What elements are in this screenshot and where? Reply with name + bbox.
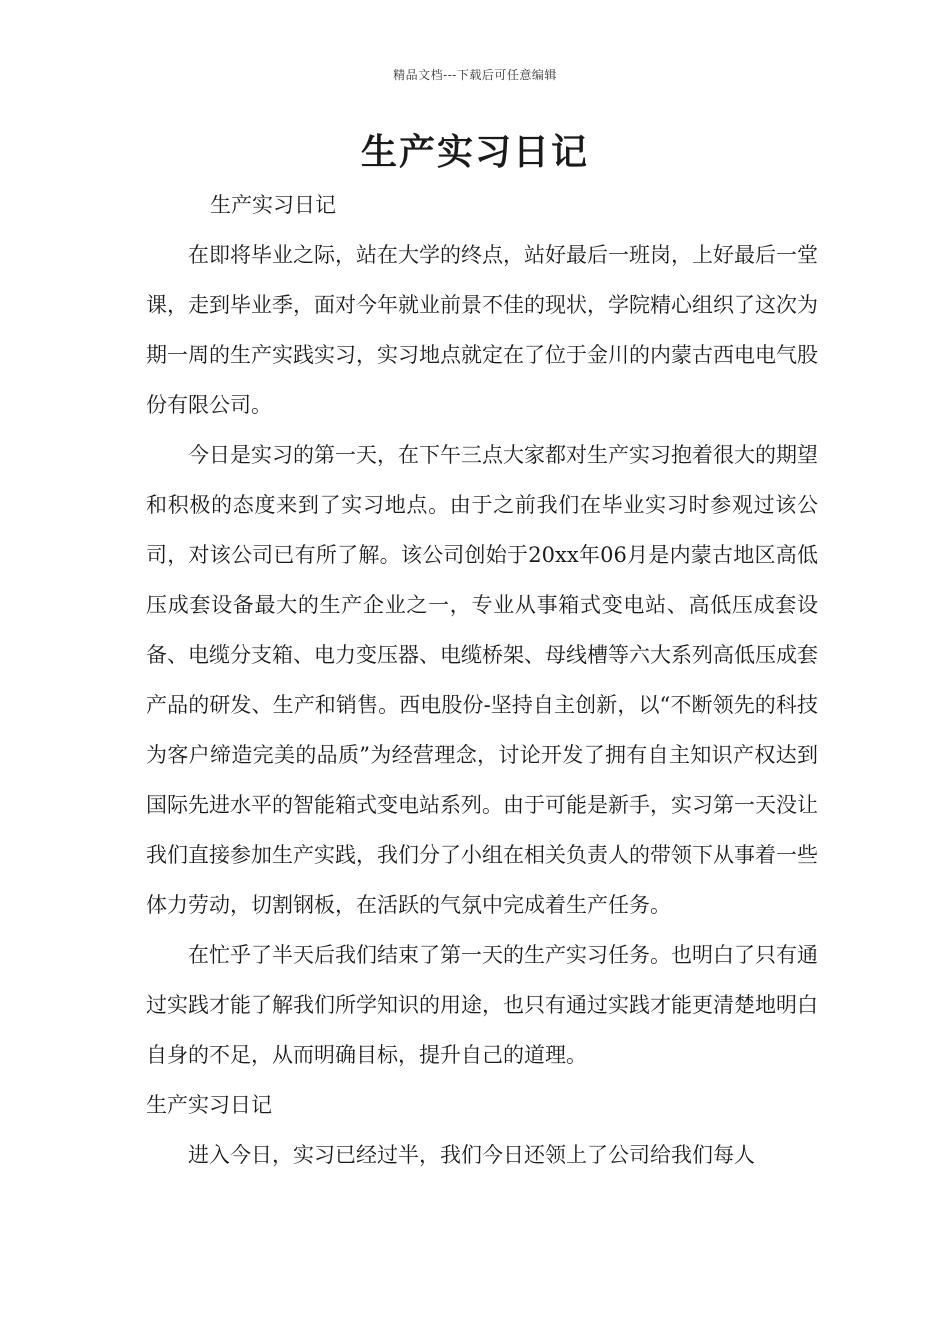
section-heading: 生产实习日记 — [146, 1093, 272, 1117]
paragraph: 今日是实习的第一天，在下午三点大家都对生产实习抱着很大的期望和积极的态度来到了实习地点。由于之前我们在毕业实习时参观过该公司，对该公司已有所了解。该公司创始于20xx年06月是内蒙古地区高低压成套设备最大的生产企业之一，专业从事箱式变电站、高低压成套设备、电缆分支箱、电力变压器、电缆桥架、母线槽等六大系列高低压成套产品的研发、生产和销售。西电股份-坚持自主创新，以“不断领先的科技为客户缔造完美的品质”为经营理念，讨论开发了拥有自主知识产权达到国际先进水平的智能箱式变电站系列。由于可能是新手，实习第一天没让我们直接参加生产实践，我们分了小组在相关负责人的带领下从事着一些体力劳动，切割钢板，在活跃的气氛中完成着生产任务。 — [146, 443, 818, 917]
header-note: 精品文档---下载后可任意编辑 — [393, 68, 557, 82]
paragraph: 在即将毕业之际，站在大学的终点，站好最后一班岗，上好最后一堂课，走到毕业季，面对今年就业前景不佳的现状，学院精心组织了这次为期一周的生产实践实习，实习地点就定在了位于金川的内蒙古西电电气股份有限公司。 — [146, 243, 818, 417]
paragraph: 进入今日，实习已经过半，我们今日还领上了公司给我们每人 — [188, 1143, 755, 1167]
document-body — [146, 180, 818, 1180]
paragraph: 在忙乎了半天后我们结束了第一天的生产实习任务。也明白了只有通过实践才能了解我们所学知识的用途，也只有通过实践才能更清楚地明白自身的不足，从而明确目标，提升自己的道理。 — [146, 943, 818, 1067]
section-heading: 生产实习日记 — [210, 193, 336, 217]
document-title: 生产实习日记 — [360, 131, 589, 173]
